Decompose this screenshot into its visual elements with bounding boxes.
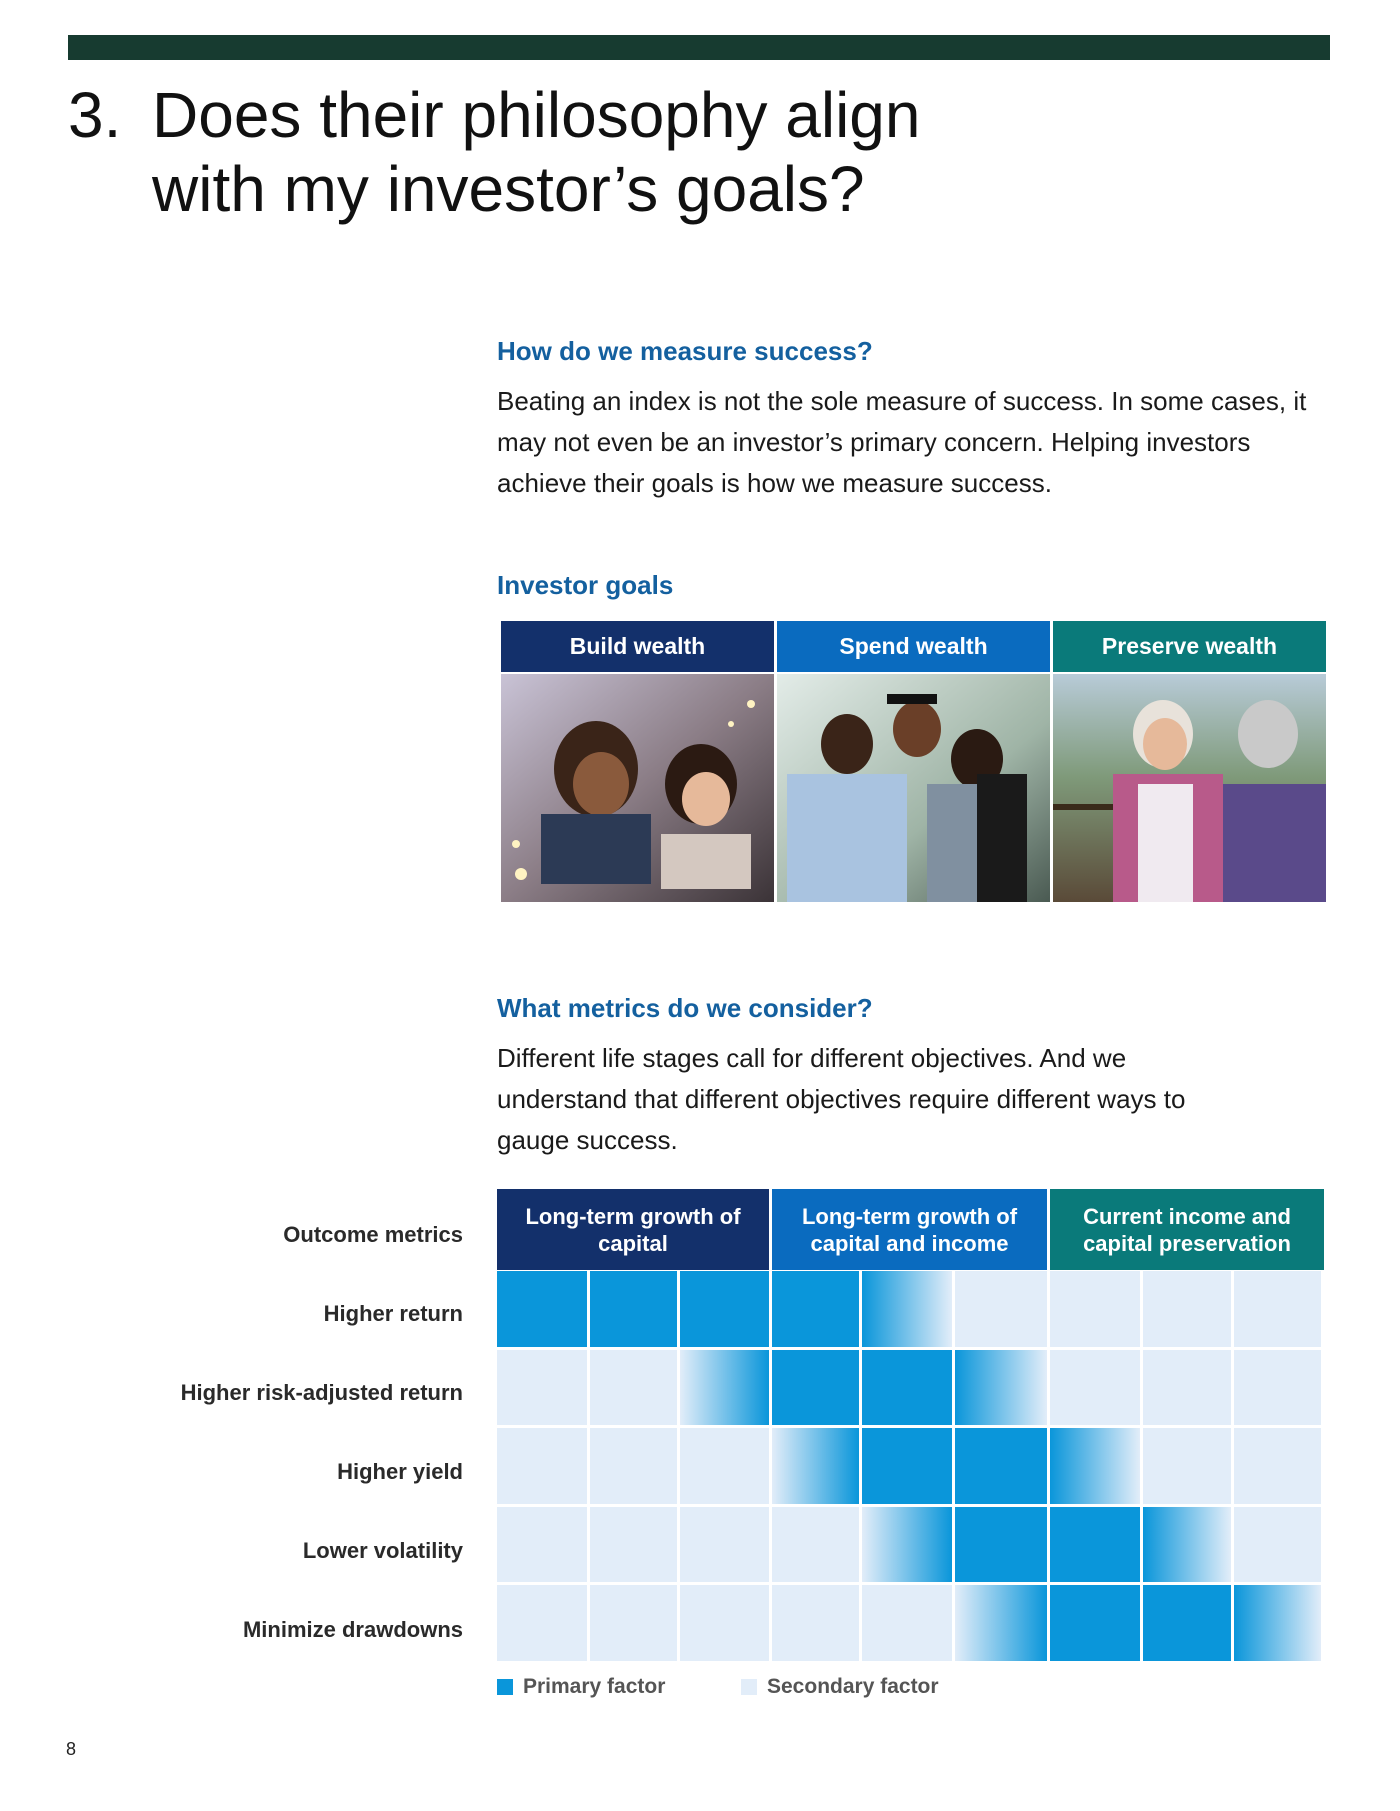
secondary-swatch bbox=[741, 1679, 757, 1695]
top-rule bbox=[68, 35, 1330, 60]
matrix-cell bbox=[862, 1428, 952, 1504]
matrix-cell bbox=[862, 1350, 952, 1426]
legend-secondary bbox=[741, 1675, 939, 1699]
matrix-row-label: Higher yield bbox=[337, 1459, 463, 1484]
matrix-cell bbox=[955, 1507, 1047, 1583]
matrix-cell bbox=[955, 1585, 1047, 1661]
legend-primary bbox=[497, 1675, 665, 1699]
section-body-metrics: Different life stages call for different objectives. And we understand that different objectives require different ways to gauge success. bbox=[497, 1043, 1186, 1155]
goal-header: Build wealth bbox=[501, 621, 774, 672]
page-number: 8 bbox=[66, 1739, 77, 1759]
matrix-column-header: Long-term growth of capital and income bbox=[772, 1189, 1047, 1270]
legend-secondary-label: Secondary factor bbox=[767, 1675, 939, 1698]
primary-swatch bbox=[497, 1679, 513, 1695]
matrix-cell bbox=[1234, 1585, 1321, 1661]
matrix-cell bbox=[1143, 1350, 1231, 1426]
matrix-cell bbox=[1050, 1585, 1140, 1661]
matrix-cell bbox=[680, 1271, 769, 1347]
goal-panel-spend bbox=[777, 621, 1050, 902]
matrix-cell bbox=[497, 1350, 587, 1426]
section-heading-metrics: What metrics do we consider? bbox=[497, 993, 873, 1023]
matrix-cell bbox=[680, 1585, 769, 1661]
matrix-cell bbox=[680, 1350, 769, 1426]
matrix-cell bbox=[955, 1271, 1047, 1347]
goal-panel-build bbox=[501, 621, 774, 902]
matrix-cell bbox=[772, 1585, 859, 1661]
matrix-cell bbox=[1143, 1585, 1231, 1661]
matrix-cell bbox=[1050, 1350, 1140, 1426]
matrix-cell bbox=[680, 1507, 769, 1583]
matrix-row-label: Lower volatility bbox=[302, 1538, 463, 1563]
matrix-cell bbox=[1234, 1428, 1321, 1504]
photo-senior-couple bbox=[1053, 674, 1326, 902]
matrix-cell bbox=[955, 1428, 1047, 1504]
matrix-cell bbox=[497, 1585, 587, 1661]
matrix-cell bbox=[1050, 1507, 1140, 1583]
goal-header: Spend wealth bbox=[777, 621, 1050, 672]
legend-primary-label: Primary factor bbox=[523, 1675, 666, 1698]
metrics-matrix bbox=[497, 1271, 1324, 1664]
title-number: 3. bbox=[68, 79, 122, 151]
photo-mother-child bbox=[501, 674, 774, 902]
matrix-cell bbox=[1050, 1271, 1140, 1347]
matrix-row-label: Higher return bbox=[323, 1301, 463, 1326]
matrix-cell bbox=[497, 1507, 587, 1583]
matrix-cell bbox=[1234, 1507, 1321, 1583]
matrix-cell bbox=[497, 1271, 587, 1347]
matrix-column-header: Long-term growth of capital bbox=[497, 1189, 769, 1270]
matrix-cell bbox=[772, 1507, 859, 1583]
matrix-cell bbox=[497, 1428, 587, 1504]
matrix-cell bbox=[862, 1271, 952, 1347]
goal-header: Preserve wealth bbox=[1053, 621, 1326, 672]
section-heading-goals: Investor goals bbox=[497, 570, 674, 600]
matrix-cell bbox=[590, 1350, 677, 1426]
matrix-cell bbox=[590, 1585, 677, 1661]
matrix-column-header: Current income and capital preservation bbox=[1050, 1189, 1324, 1270]
matrix-cell bbox=[590, 1507, 677, 1583]
section-heading-success: How do we measure success? bbox=[497, 336, 873, 366]
matrix-cell bbox=[590, 1271, 677, 1347]
matrix-cell bbox=[1234, 1350, 1321, 1426]
matrix-cell bbox=[1234, 1271, 1321, 1347]
goal-panel-preserve bbox=[1053, 621, 1326, 902]
matrix-cell bbox=[590, 1428, 677, 1504]
matrix-corner-label: Outcome metrics bbox=[283, 1222, 463, 1247]
matrix-cell bbox=[772, 1271, 859, 1347]
matrix-cell bbox=[862, 1585, 952, 1661]
matrix-cell bbox=[862, 1507, 952, 1583]
matrix-cell bbox=[1143, 1507, 1231, 1583]
section-body-success: Beating an index is not the sole measure of success. In some cases, it may not even be an investor’s primary concern. Helping investors achieve their goals is how we measure success. bbox=[497, 386, 1307, 498]
matrix-cell bbox=[1143, 1271, 1231, 1347]
photo-graduation-hug bbox=[777, 674, 1050, 902]
title-text: Does their philosophy align with my investor’s goals? bbox=[152, 79, 921, 225]
matrix-cell bbox=[772, 1428, 859, 1504]
matrix-cell bbox=[1050, 1428, 1140, 1504]
matrix-row-label: Minimize drawdowns bbox=[242, 1617, 463, 1642]
matrix-cell bbox=[955, 1350, 1047, 1426]
matrix-cell bbox=[680, 1428, 769, 1504]
matrix-cell bbox=[772, 1350, 859, 1426]
matrix-cell bbox=[1143, 1428, 1231, 1504]
matrix-row-label: Higher risk-adjusted return bbox=[180, 1380, 463, 1405]
